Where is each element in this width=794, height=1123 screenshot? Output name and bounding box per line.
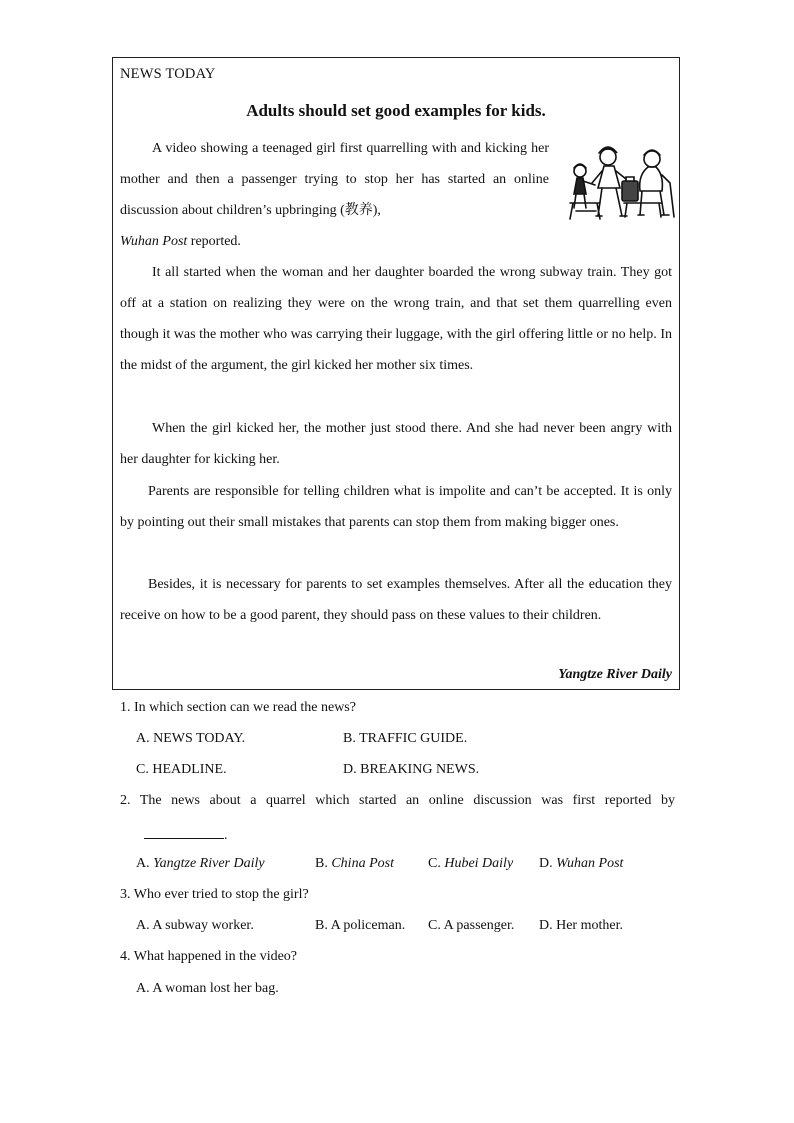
- question-2-option-b-prefix: B.: [315, 856, 332, 871]
- paragraph-4: Parents are responsible for telling children what is impolite and can’t be accepted. It is only by pointing out their small mistakes that parents can stop them from making bigger ones.: [120, 484, 672, 530]
- question-2-option-b-text: China Post: [331, 856, 394, 871]
- question-2-stem: 2. The news about a quarrel which started an online discussion was first reported by: [120, 793, 675, 808]
- question-3-option-c: C. A passenger.: [428, 918, 515, 933]
- question-1-option-c: C. HEADLINE.: [136, 762, 227, 777]
- question-2-option-a-text: Yangtze River Daily: [153, 856, 265, 871]
- paragraph-1-source: Wuhan Post: [120, 234, 188, 249]
- question-2-option-c: [428, 856, 513, 872]
- question-1-option-b: B. TRAFFIC GUIDE.: [343, 731, 468, 746]
- question-2-option-b: [315, 856, 394, 872]
- article-source: Yangtze River Daily: [558, 667, 672, 682]
- question-1-stem: 1. In which section can we read the news?: [120, 700, 356, 715]
- question-2-option-d-prefix: D.: [539, 856, 557, 871]
- question-2-option-c-text: Hubei Daily: [444, 856, 514, 871]
- question-3-stem: 3. Who ever tried to stop the girl?: [120, 887, 309, 902]
- paragraph-5: Besides, it is necessary for parents to set examples themselves. After all the education they receive on how to be a good parent, they should pass on these values to their children.: [120, 577, 672, 623]
- paragraph-1-end: reported.: [187, 234, 241, 249]
- article-headline: Adults should set good examples for kids.: [246, 101, 546, 120]
- question-3-option-a: A. A subway worker.: [136, 918, 254, 933]
- section-label: NEWS TODAY: [120, 66, 216, 82]
- answer-blank: [144, 824, 224, 839]
- question-2-blank: [144, 824, 228, 844]
- family-cartoon-illustration: [564, 141, 676, 223]
- question-4-stem: 4. What happened in the video?: [120, 949, 298, 964]
- question-2-option-c-prefix: C.: [428, 856, 445, 871]
- question-2-option-d-text: Wuhan Post: [556, 856, 624, 871]
- question-3-option-b: B. A policeman.: [315, 918, 406, 933]
- question-2-option-a: [136, 856, 265, 872]
- question-1-option-a: A. NEWS TODAY.: [136, 731, 246, 746]
- question-2-blank-end: .: [224, 828, 228, 843]
- paragraph-3: When the girl kicked her, the mother just stood there. And she had never been angry with her daughter for kicking her.: [120, 421, 672, 467]
- paragraph-1-main: A video showing a teenaged girl first quarrelling with and kicking her mother and then a passenger trying to stop her has started an online discussion about children’s upbringing (教养),: [120, 141, 549, 218]
- paragraph-2: It all started when the woman and her daughter boarded the wrong subway train. They got off at a station on realizing they were on the wrong train, and that set them quarrelling even though it was the mother who was carrying their luggage, with the girl offering little or no help. In the midst of the argument, the girl kicked her mother six times.: [120, 265, 672, 373]
- question-2-option-a-prefix: A.: [136, 856, 154, 871]
- question-3-option-d: D. Her mother.: [539, 918, 623, 933]
- news-article-box: [112, 57, 680, 690]
- question-1-option-d: D. BREAKING NEWS.: [343, 762, 480, 777]
- paragraph-1: [120, 133, 549, 257]
- question-2-option-d: [539, 856, 623, 872]
- question-4-option-a: A. A woman lost her bag.: [136, 981, 279, 996]
